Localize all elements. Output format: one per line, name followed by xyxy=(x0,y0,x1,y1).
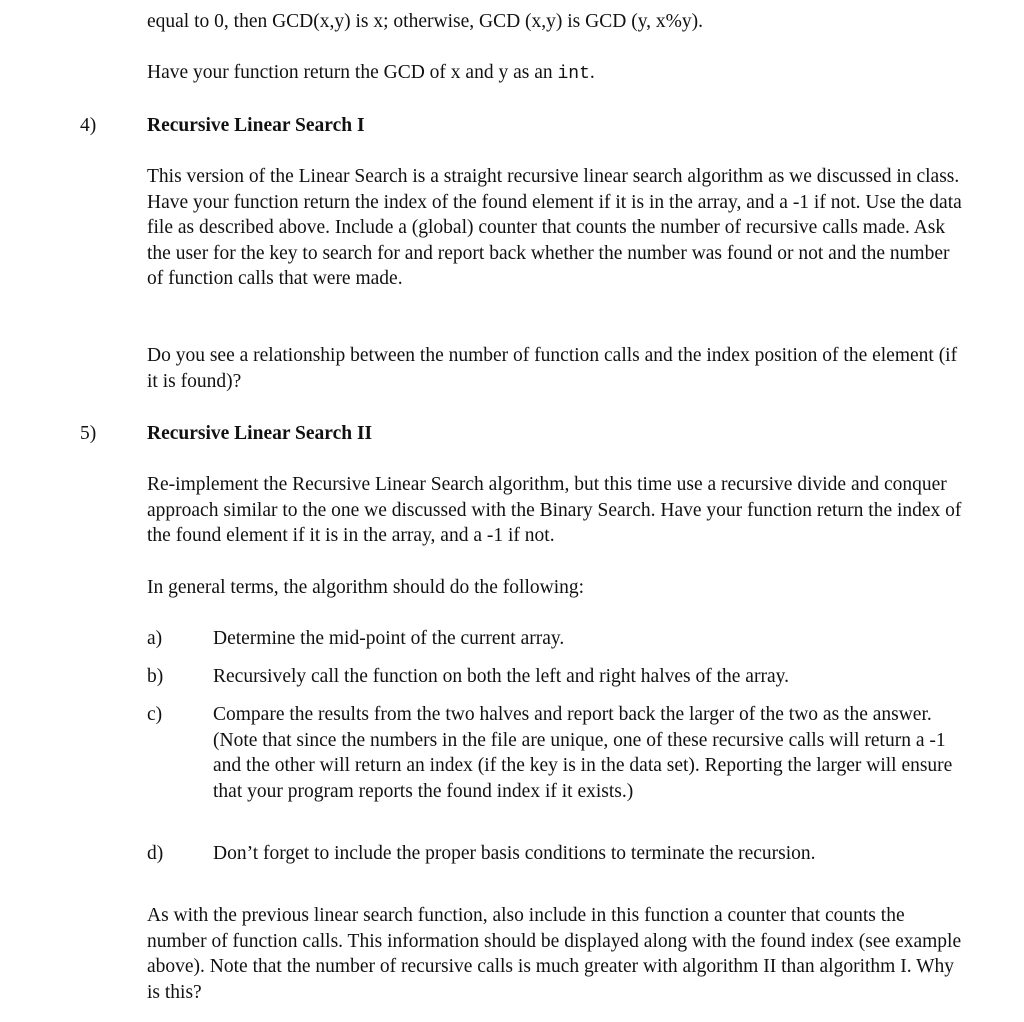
step-d-letter: d) xyxy=(147,843,164,864)
section-5-algorithm-intro: In general terms, the algorithm should do the following: xyxy=(147,577,585,598)
step-d-text: Don’t forget to include the proper basis conditions to terminate the recursion. xyxy=(213,843,816,864)
step-c-text: Compare the results from the two halves and report back the larger of the two as the answer. (Note that since the numbers in the file are unique, one of these recursive calls will return a -1 and the other will return an index (if the key is in the data set). Reporting the larger will ensure that your program reports the found index if it exists.) xyxy=(213,704,953,802)
gcd-return-type-code: int xyxy=(557,64,590,84)
step-b-letter: b) xyxy=(147,666,164,687)
step-a-letter: a) xyxy=(147,628,163,649)
section-4-number: 4) xyxy=(80,115,97,136)
step-b-text: Recursively call the function on both the left and right halves of the array. xyxy=(213,666,789,687)
step-a-text: Determine the mid-point of the current array. xyxy=(213,628,565,649)
section-5-closing-question: As with the previous linear search function, also include in this function a counter that counts the number of function calls. This information should be displayed along with the found index (see example above). Note that the number of recursive calls is much greater with algorithm II than algorithm I. Why is this? xyxy=(147,905,962,1003)
step-c-letter: c) xyxy=(147,704,163,725)
section-4-title: Recursive Linear Search I xyxy=(147,115,365,136)
section-5-description: Re-implement the Recursive Linear Search algorithm, but this time use a recursive divide and conquer approach similar to the one we discussed with the Binary Search. Have your function return the index of the found element if it is in the array, and a -1 if not. xyxy=(147,474,962,547)
gcd-return-instruction xyxy=(147,60,962,88)
gcd-return-text: Have your function return the GCD of x and y as an xyxy=(147,62,558,83)
section-5-title: Recursive Linear Search II xyxy=(147,423,373,444)
gcd-return-period: . xyxy=(589,62,595,83)
gcd-definition-line: equal to 0, then GCD(x,y) is x; otherwise, GCD (x,y) is GCD (y, x%y). xyxy=(147,11,704,32)
section-4-description: This version of the Linear Search is a straight recursive linear search algorithm as we discussed in class. Have your function return the index of the found element if it is in the array, and a -1 if not. Use the data file as described above. Include a (global) counter that counts the number of recursive calls made. Ask the user for the key to search for and report back whether the number was found or not and the number of function calls that were made. xyxy=(147,166,962,290)
section-5-number: 5) xyxy=(80,423,97,444)
section-4-question: Do you see a relationship between the number of function calls and the index position of the element (if it is found)? xyxy=(147,345,958,392)
